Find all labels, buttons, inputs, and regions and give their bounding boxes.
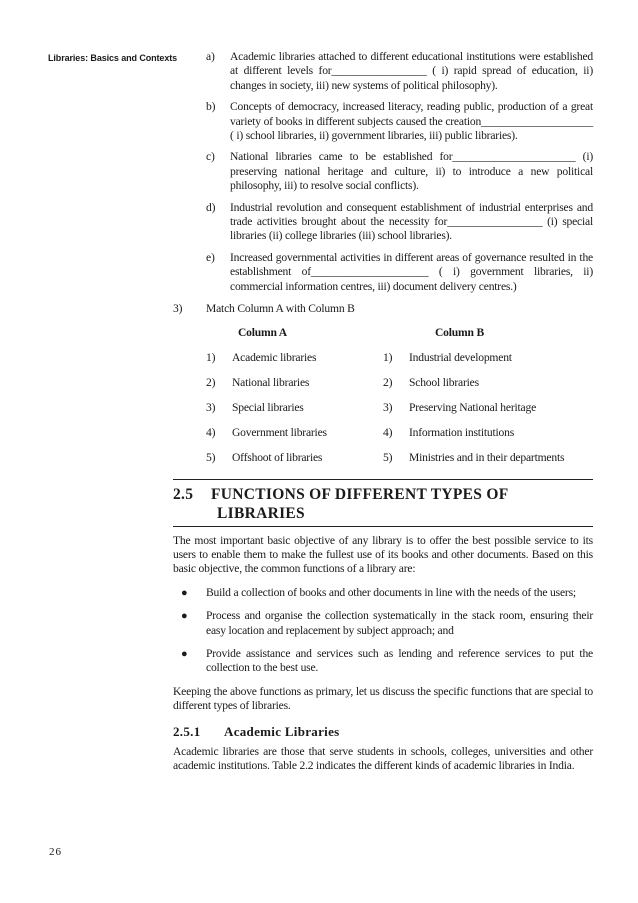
bullet-icon: ● [181,586,188,599]
subsection-heading [173,725,593,739]
question3 [173,302,593,470]
a-num: 5) [206,450,216,464]
item-text: National libraries came to be established for______________________ (i) preserving national heritage and culture, ii) to introduce a new political philosophy, iii) to resolve social conflicts). [230,150,593,193]
table-row [206,421,596,446]
subsection-number: 2.5.1 [173,723,201,739]
a-text: Offshoot of libraries [232,450,323,464]
item-text: Increased governmental activities in different areas of governance resulted in the establishment of_____________________ ( i) government libraries, ii) commercial information centres, iii) document delivery centres.) [230,250,593,293]
b-text: Information institutions [409,425,515,439]
section-title-line2: LIBRARIES [217,504,305,522]
b-text: Industrial development [409,350,512,364]
list-item [173,586,593,600]
item-text: Industrial revolution and consequent establishment of industrial enterprises and trade activities brought about the necessity for_________________ (i) special libraries (ii) college libraries (iii) school libraries). [230,200,593,243]
item-letter: c) [206,150,215,164]
match-header-row [206,321,596,346]
table-row [206,396,596,421]
list-item [173,647,593,676]
question3-prompt: Match Column A with Column B [206,302,355,316]
section-divider [173,526,593,527]
question-item [173,251,593,294]
question-item [173,201,593,244]
section-divider [173,479,593,480]
b-num: 4) [383,425,393,439]
question-item [173,100,593,143]
match-table [206,321,596,471]
item-letter: d) [206,200,216,214]
item-letter: b) [206,100,216,114]
table-row [206,446,596,471]
b-text: Preserving National heritage [409,400,537,414]
a-text: Government libraries [232,425,327,439]
running-header: Libraries: Basics and Contexts [48,53,178,63]
a-num: 3) [206,400,216,414]
question-item [173,50,593,93]
question-item [173,150,593,193]
bullet-icon: ● [181,610,188,623]
item-letter: e) [206,250,215,264]
a-num: 2) [206,375,216,389]
a-text: Academic libraries [232,350,317,364]
section-title-line1: FUNCTIONS OF DIFFERENT TYPES OF [211,485,509,503]
item-text: Academic libraries attached to different educational institutions were established at different levels for_________________ ( i) rapid spread of education, ii) changes in society, iii) new systems of political philosophy). [230,50,593,92]
bullet-icon: ● [181,647,188,660]
a-text: Special libraries [232,400,304,414]
section-closing: Keeping the above functions as primary, let us discuss the specific functions that are special to different types of libraries. [173,684,593,713]
b-num: 3) [383,400,393,414]
table-row [206,371,596,396]
column-a-header: Column A [238,325,287,339]
column-b-header: Column B [435,325,484,339]
question3-number: 3) [173,302,183,316]
b-num: 1) [383,350,393,364]
bullet-text: Process and organise the collection systematically in the stack room, ensuring their easy location and replacement by subject approach; and [206,609,593,637]
subsection-title: Academic Libraries [224,723,340,739]
item-letter: a) [206,50,215,63]
section-intro: The most important basic objective of any library is to offer the best possible service to its users to enable them to make the fullest use of its books and other documents. Based on this basic objective, the common functions of a library are: [173,533,593,576]
page-number: 26 [49,846,62,858]
a-num: 1) [206,350,216,364]
section-number: 2.5 [173,485,194,503]
main-content [173,50,593,774]
b-text: Ministries and in their departments [409,450,565,464]
subsection-text: Academic libraries are those that serve students in schools, colleges, universities and other academic institutions. Table 2.2 indicates the different kinds of academic libraries in India. [173,744,593,773]
b-text: School libraries [409,375,479,389]
a-num: 4) [206,425,216,439]
b-num: 2) [383,375,393,389]
table-row [206,346,596,371]
item-text: Concepts of democracy, increased literacy, reading public, production of a great variety of books in different subjects caused the creation____________________ ( i) school libraries, ii) government libraries, iii) public libraries). [230,100,593,143]
b-num: 5) [383,450,393,464]
a-text: National libraries [232,375,310,389]
bullet-text: Provide assistance and services such as lending and reference services to put the collection to the best use. [206,646,593,675]
list-item [173,609,593,638]
bullet-text: Build a collection of books and other documents in line with the needs of the users; [206,585,576,599]
section-heading [173,485,593,523]
question2-list [173,50,593,294]
